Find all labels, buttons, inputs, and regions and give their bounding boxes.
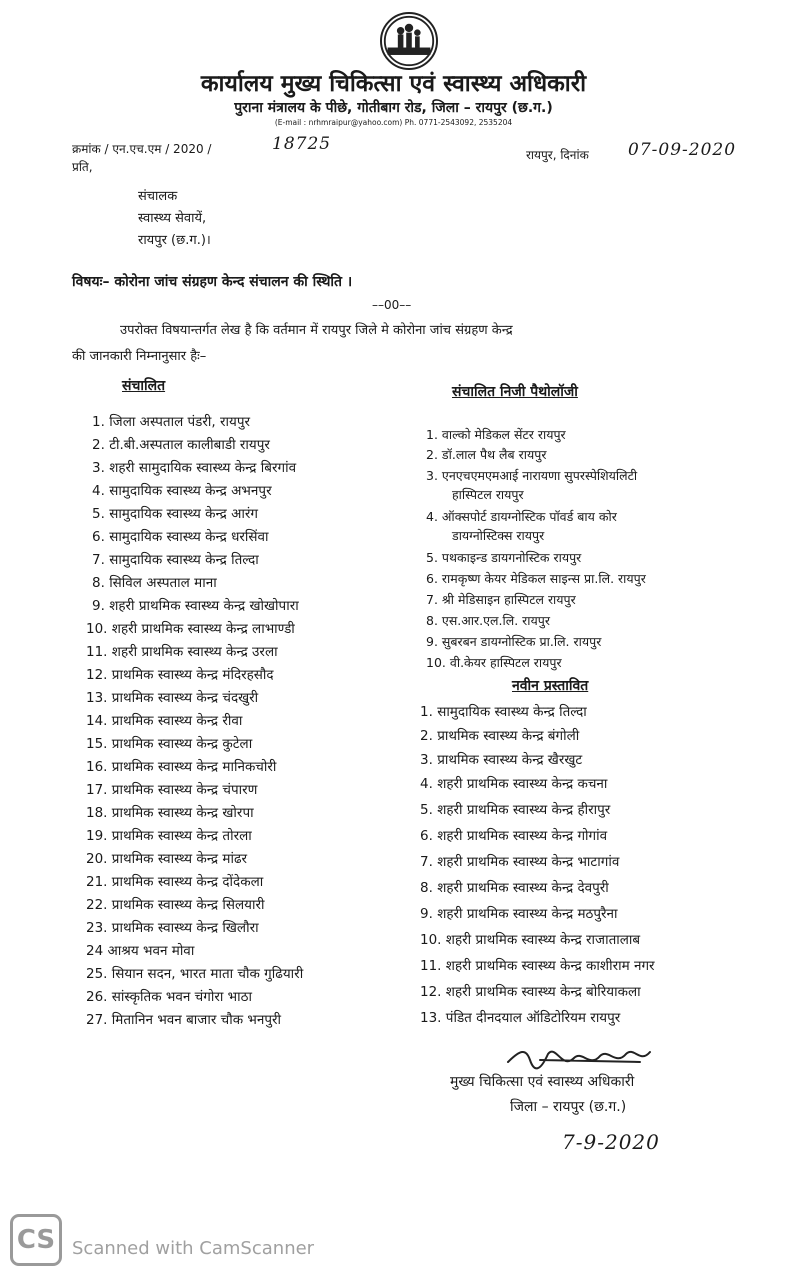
signature-date: 7-9-2020	[562, 1130, 660, 1154]
list-item: 9. सुबरबन डायग्नोस्टिक प्रा.लि. रायपुर	[426, 634, 602, 649]
to-label: प्रति,	[72, 160, 93, 174]
list-item: 5. शहरी प्राथमिक स्वास्थ्य केन्द्र हीरापुर	[420, 802, 611, 818]
signatory-designation: मुख्य चिकित्सा एवं स्वास्थ्य अधिकारी	[450, 1074, 635, 1090]
list-item: 19. प्राथमिक स्वास्थ्य केन्द्र तोरला	[86, 828, 252, 844]
office-contact: (E-mail : nrhmraipur@yahoo.com) Ph. 0771-2543092, 2535204	[274, 118, 513, 127]
list-item: 1. सामुदायिक स्वास्थ्य केन्द्र तिल्दा	[420, 704, 587, 720]
list-item: 13. पंडित दीनदयाल ऑडिटोरियम रायपुर	[420, 1010, 621, 1026]
reference-number-prefix: क्रमांक / एन.एच.एम / 2020 /	[72, 142, 212, 156]
list-item: 23. प्राथमिक स्वास्थ्य केन्द्र खिलौरा	[86, 920, 259, 936]
list-item: 20. प्राथमिक स्वास्थ्य केन्द्र मांढर	[86, 851, 248, 867]
footer-text: Scanned with CamScanner	[72, 1238, 315, 1259]
list-item: 26. सांस्कृतिक भवन चंगोरा भाठा	[86, 989, 252, 1005]
recipient-line-2: स्वास्थ्य सेवायें,	[138, 211, 207, 226]
list-item: 6. शहरी प्राथमिक स्वास्थ्य केन्द्र गोगांव	[420, 828, 608, 844]
reference-number-handwritten: 18725	[272, 134, 332, 154]
list-item: 4. ऑक्सपोर्ट डायग्नोस्टिक पॉवर्ड बाय कोर	[426, 509, 617, 524]
date-prefix: रायपुर, दिनांक	[526, 148, 589, 162]
list-item: 11. शहरी प्राथमिक स्वास्थ्य केन्द्र काशीराम नगर	[420, 958, 655, 974]
list-item: 7. शहरी प्राथमिक स्वास्थ्य केन्द्र भाटागांव	[420, 854, 620, 870]
list-item: 13. प्राथमिक स्वास्थ्य केन्द्र चंदखुरी	[86, 690, 259, 706]
list-item: 21. प्राथमिक स्वास्थ्य केन्द्र दोंदेकला	[86, 874, 264, 890]
list-item: 25. सियान सदन, भारत माता चौक गुढियारी	[86, 966, 304, 982]
list-item: 15. प्राथमिक स्वास्थ्य केन्द्र कुटेला	[86, 736, 253, 752]
office-address: पुराना मंत्रालय के पीछे, गोतीबाग रोड, जिला – रायपुर (छ.ग.)	[234, 100, 553, 116]
subject-text: कोरोना जांच संग्रहण केन्द संचालन की स्थिति ।	[114, 274, 353, 290]
list-item-continuation: डायग्नोस्टिक्स रायपुर	[452, 528, 545, 543]
list-item: 18. प्राथमिक स्वास्थ्य केन्द्र खोरपा	[86, 805, 254, 821]
list-item: 2. प्राथमिक स्वास्थ्य केन्द्र बंगोली	[420, 728, 580, 744]
list-item-continuation: हास्पिटल रायपुर	[452, 487, 524, 502]
list-item: 11. शहरी प्राथमिक स्वास्थ्य केन्द्र उरला	[86, 644, 278, 660]
office-title: कार्यालय मुख्य चिकित्सा एवं स्वास्थ्य अधिकारी	[200, 71, 587, 97]
list-item: 1. जिला अस्पताल पंडरी, रायपुर	[92, 414, 251, 430]
list-item: 10. वी.केयर हास्पिटल रायपुर	[426, 655, 562, 670]
department-emblem-icon	[380, 12, 438, 70]
list-item: 1. वाल्को मेडिकल सेंटर रायपुर	[426, 427, 566, 442]
list-item: 6. सामुदायिक स्वास्थ्य केन्द्र धरसिंवा	[92, 529, 269, 545]
list-item: 4. शहरी प्राथमिक स्वास्थ्य केन्द्र कचना	[420, 776, 608, 792]
list-item: 10. शहरी प्राथमिक स्वास्थ्य केन्द्र राजातालाब	[420, 932, 641, 948]
list-item: 9. शहरी प्राथमिक स्वास्थ्य केन्द्र मठपुरैना	[420, 906, 618, 922]
signatory-district: जिला – रायपुर (छ.ग.)	[510, 1099, 627, 1115]
list-item: 17. प्राथमिक स्वास्थ्य केन्द्र चंपारण	[86, 782, 258, 798]
list-item: 2. डॉ.लाल पैथ लैब रायपुर	[426, 447, 547, 462]
body-line-2: की जानकारी निम्नानुसार हैः–	[72, 349, 207, 364]
recipient-line-3: रायपुर (छ.ग.)।	[138, 233, 211, 248]
camscanner-logo-icon: CS	[10, 1214, 62, 1266]
list-item: 12. शहरी प्राथमिक स्वास्थ्य केन्द्र बोरियाकला	[420, 984, 641, 1000]
list-item: 22. प्राथमिक स्वास्थ्य केन्द्र सिलयारी	[86, 897, 265, 913]
list-item: 9. शहरी प्राथमिक स्वास्थ्य केन्द्र खोखोपारा	[92, 598, 299, 614]
list-item: 8. सिविल अस्पताल माना	[92, 575, 217, 591]
list-item: 3. एनएचएमएमआई नारायणा सुपरस्पेशियलिटी	[426, 468, 638, 483]
date-handwritten: 07-09-2020	[628, 140, 737, 160]
list-item: 8. शहरी प्राथमिक स्वास्थ्य केन्द्र देवपुरी	[420, 880, 609, 896]
left-column-heading: संचालित	[122, 378, 166, 394]
list-item: 2. टी.बी.अस्पताल कालीबाडी रायपुर	[92, 437, 270, 453]
divider: ––00––	[372, 298, 412, 312]
list-item: 5. पथकाइन्ड डायगनोस्टिक रायपुर	[426, 550, 582, 565]
right-column-heading: संचालित निजी पैथोलॉजी	[452, 384, 578, 400]
list-item: 12. प्राथमिक स्वास्थ्य केन्द्र मंदिरहसौद	[86, 667, 274, 683]
list-item: 3. शहरी सामुदायिक स्वास्थ्य केन्द्र बिरगांव	[92, 460, 297, 476]
subject-label: विषयः–	[72, 274, 110, 290]
list-item: 4. सामुदायिक स्वास्थ्य केन्द्र अभनपुर	[92, 483, 272, 499]
list-item: 5. सामुदायिक स्वास्थ्य केन्द्र आरंग	[92, 506, 259, 522]
recipient-line-1: संचालक	[138, 189, 178, 204]
list-item: 14. प्राथमिक स्वास्थ्य केन्द्र रीवा	[86, 713, 243, 729]
list-item: 16. प्राथमिक स्वास्थ्य केन्द्र मानिकचोरी	[86, 759, 277, 775]
list-item: 6. रामकृष्ण केयर मेडिकल साइन्स प्रा.लि. रायपुर	[426, 571, 646, 586]
list-item: 3. प्राथमिक स्वास्थ्य केन्द्र खैरखुट	[420, 752, 583, 768]
list-item: 7. श्री मेडिसाइन हास्पिटल रायपुर	[426, 592, 576, 607]
subject-line	[72, 272, 352, 291]
list-item: 24 आश्रय भवन मोवा	[86, 943, 195, 959]
list-item: 27. मितानिन भवन बाजार चौक भनपुरी	[86, 1012, 282, 1028]
list-item: 8. एस.आर.एल.लि. रायपुर	[426, 613, 550, 628]
list-item: 10. शहरी प्राथमिक स्वास्थ्य केन्द्र लाभाण्डी	[86, 621, 295, 637]
list-item: 7. सामुदायिक स्वास्थ्य केन्द्र तिल्दा	[92, 552, 259, 568]
body-line-1: उपरोक्त विषयान्तर्गत लेख है कि वर्तमान में रायपुर जिले मे कोरोना जांच संग्रहण केन्द्र	[120, 323, 513, 338]
proposed-heading: नवीन प्रस्तावित	[512, 678, 589, 694]
